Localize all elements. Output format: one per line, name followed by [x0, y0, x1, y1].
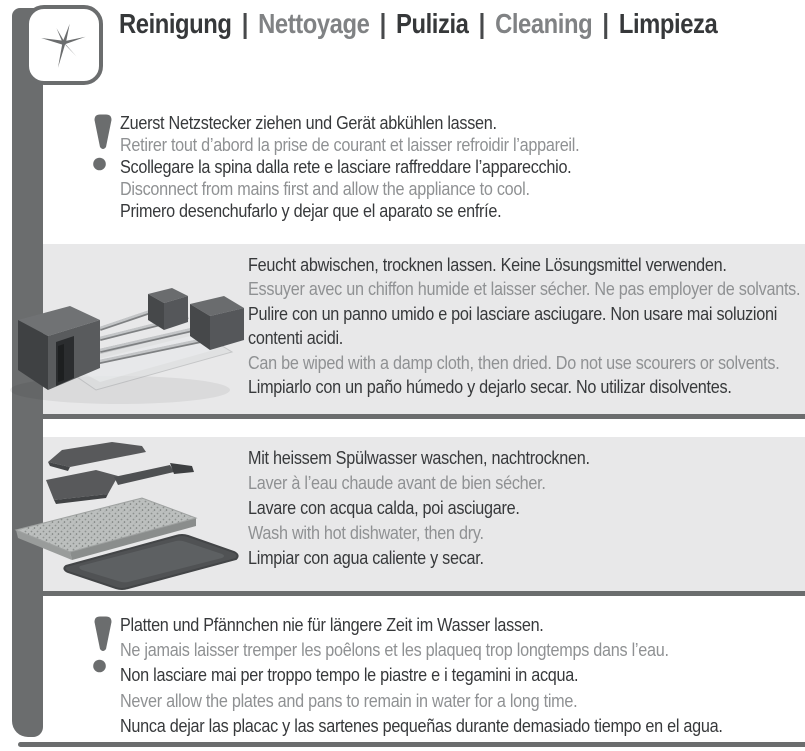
note-line-es: Limpiar con agua caliente y secar.	[248, 548, 484, 568]
sparkle-star-icon	[35, 14, 93, 77]
title-cleaning: Cleaning	[495, 8, 593, 39]
title-pulizia: Pulizia	[396, 8, 469, 39]
exclamation-icon	[92, 615, 114, 675]
footer-rule	[18, 742, 805, 747]
exclamation-icon	[92, 113, 114, 173]
note-line-de: Feucht abwischen, trocknen lassen. Keine Lösungsmittel verwenden.	[248, 255, 727, 275]
note-line-it: Pulire con un panno umido e poi lasciare asciugare. Non usare mai soluzioni	[248, 303, 778, 324]
title-separator: |	[379, 8, 386, 39]
note-line-it: Lavare con acqua calda, poi asciugare.	[248, 498, 520, 518]
section-no-soaking-note	[120, 613, 790, 739]
note-line-de: Zuerst Netzstecker ziehen und Gerät abkühlen lassen.	[120, 113, 497, 133]
note-line-en: Wash with hot dishwater, then dry.	[248, 523, 484, 543]
note-line-it: Non lasciare mai per troppo tempo le piastre e i tegamini in acqua.	[120, 665, 579, 686]
note-line-en: Can be wiped with a damp cloth, then dried. Do not use scourers or solvents.	[248, 352, 780, 373]
note-line-fr: Essuyer avec un chiffon humide et laisser sécher. Ne pas employer de solvants.	[248, 279, 801, 300]
section-wash-dry	[248, 446, 628, 571]
raclette-frame-image	[0, 278, 250, 408]
note-line-fr: Retirer tout d’abord la prise de courant et laisser refroidir l’appareil.	[120, 135, 580, 155]
note-line-es: Primero desenchufarlo y dejar que el aparato se enfríe.	[120, 201, 502, 221]
note-line-en: Never allow the plates and pans to remain in water for a long time.	[120, 690, 578, 711]
plates-spatulas-image	[0, 440, 258, 592]
title-separator: |	[602, 8, 609, 39]
title-separator: |	[478, 8, 485, 39]
note-line-fr: Ne jamais laisser tremper les poêlons et les plaqueq trop longtemps dans l’eau.	[120, 640, 669, 661]
note-line-es: Limpiarlo con un paño húmedo y dejarlo secar. No utilizar disolventes.	[248, 376, 732, 397]
note-line-it: Scollegare la spina dalla rete e lasciare raffreddare l’apparecchio.	[120, 157, 572, 177]
cleaning-chapter-badge	[25, 5, 103, 85]
note-line-fr: Laver à l’eau chaude avant de bien sécher.	[248, 473, 546, 493]
title-nettoyage: Nettoyage	[258, 8, 370, 39]
separator-line-top	[43, 414, 805, 419]
page-title	[119, 8, 717, 40]
title-separator: |	[241, 8, 248, 39]
note-line-en: Disconnect from mains first and allow the appliance to cool.	[120, 179, 530, 199]
note-line-de: Platten und Pfännchen nie für längere Zeit im Wasser lassen.	[120, 615, 544, 635]
section-unplug-note	[120, 112, 630, 222]
note-line-de: Mit heissem Spülwasser waschen, nachtrocknen.	[248, 448, 590, 468]
note-line-it-wrap: contenti acidi.	[248, 328, 344, 349]
title-reinigung: Reinigung	[119, 8, 232, 39]
note-line-es: Nunca dejar las placac y las sartenes pequeñas durante demasiado tiempo en el agua.	[120, 715, 723, 736]
section-wipe-clean	[248, 253, 805, 399]
title-limpieza: Limpieza	[618, 8, 718, 39]
